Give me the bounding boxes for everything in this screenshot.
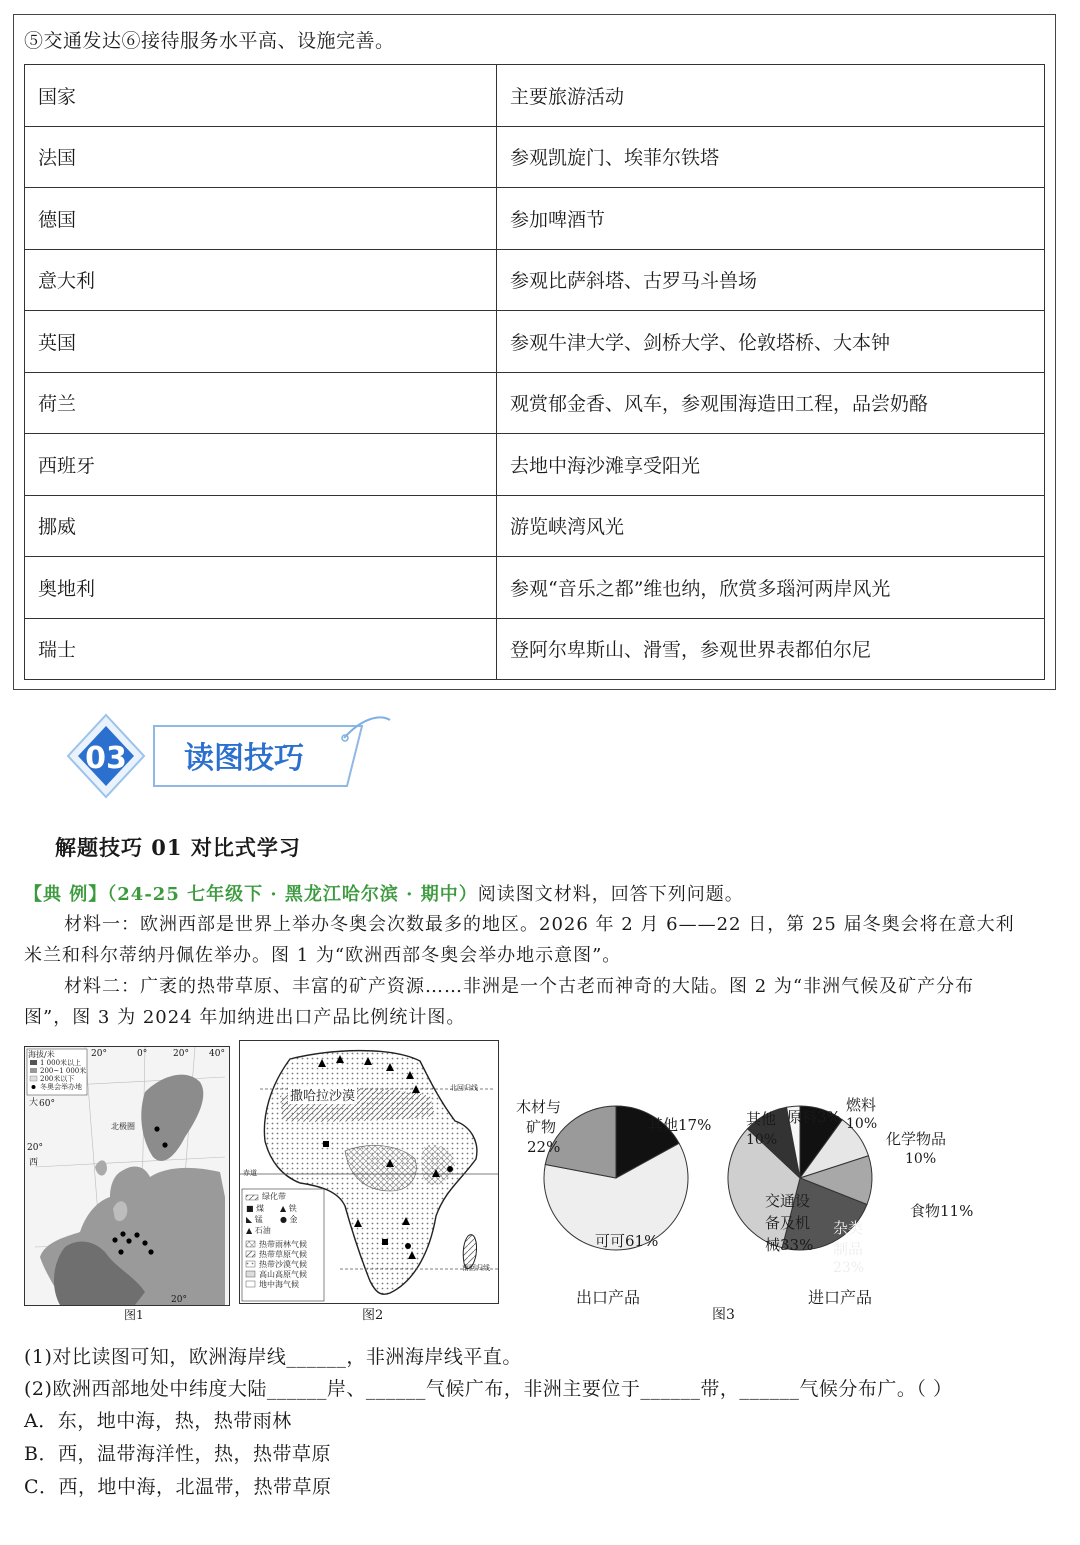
export-title: 出口产品 [576,1288,641,1307]
activity-cell: 参加啤酒节 [497,188,1045,250]
fig1-lon-label: 40° [209,1049,225,1059]
country-cell: 德国 [25,188,497,250]
material-2-line-1: 材料二：广袤的热带草原、丰富的矿产资源……非洲是一个古老而神奇的大陆。图 2 为“非洲气候及矿产分布 [64,976,975,997]
fig2-legend-item: 热带草原气候 [259,1250,307,1259]
olympic-host-marker [120,1231,125,1236]
import-label-other: 其他 [746,1110,777,1128]
olympic-host-marker [118,1249,123,1254]
option-b: B．西，温带海洋性，热，热带草原 [24,1443,331,1465]
olympic-host-marker [162,1142,167,1147]
country-cell: 意大利 [25,249,497,311]
option-a: A．东，地中海，热，热带雨林 [24,1410,292,1432]
material-2-line-2: 图”，图 3 为 2024 年加纳进出口产品比例统计图。 [24,1007,466,1028]
fig2-tropic-s: 南回归线 [462,1264,490,1272]
country-cell: 奥地利 [25,557,497,619]
import-label-chem-pct: 10% [905,1151,937,1167]
material-1-line-2: 米兰和科尔蒂纳丹佩佐举办。图 1 为“欧洲西部冬奥会举办地示意图”。 [24,945,622,966]
table-header-cell: 国家 [25,65,497,127]
example-source: （24-25 七年级下 · 黑龙江哈尔滨 · 期中） [107,884,478,905]
table-row [25,188,1045,250]
table-row [25,249,1045,311]
fig3-caption: 图3 [712,1307,735,1323]
import-label-raw: 原料3% [787,1108,841,1126]
import-label-mach-1: 交通设 [765,1192,811,1210]
country-cell: 荷兰 [25,372,497,434]
activity-cell: 参观比萨斜塔、古罗马斗兽场 [497,249,1045,311]
import-label-misc-1: 杂类 [833,1219,864,1237]
fig2-legend-item: ▲ 铁 [280,1204,297,1213]
import-label-food: 食物11% [910,1202,974,1220]
fig2-legend-item: 高山高原气候 [259,1270,307,1279]
import-label-fuel: 燃料 [846,1096,877,1114]
intro-line: ⑤交通发达⑥接待服务水平高、设施完善。 [24,30,395,52]
table-row [25,311,1045,373]
fig1-caption: 图1 [124,1308,144,1322]
figures-area [24,1040,1024,1330]
table-row [25,618,1045,680]
activity-cell: 参观凯旋门、埃菲尔铁塔 [497,126,1045,188]
activity-cell: 登阿尔卑斯山、滑雪，参观世界表都伯尔尼 [497,618,1045,680]
fig1-west-label: 西 [29,1158,39,1168]
import-label-misc-2: 制品 [833,1240,864,1258]
fig1-lon-label: 20° [171,1295,187,1305]
tourism-table [24,64,1045,680]
country-cell: 英国 [25,311,497,373]
import-label-mach-3: 械33% [765,1236,814,1254]
fig2-caption: 图2 [362,1308,384,1323]
olympic-host-marker [134,1232,139,1237]
fig1-legend-item: 1 000米以上 [40,1059,82,1067]
fig2-legend-item: 热带沙漠气候 [259,1260,307,1269]
fig1-legend-title: 海拔/米 [28,1050,55,1059]
example-header [24,880,744,906]
fig2-legend-item: ● 金 [280,1215,298,1224]
banner-number: 03 [85,741,127,776]
import-label-mach-2: 备及机 [765,1214,811,1232]
fig1-lon-label: 0° [137,1049,148,1059]
export-label-cocoa: 可可61% [595,1232,659,1250]
fig1-sea-label: 大 [29,1098,39,1108]
example-tag: 【典 例】 [24,884,108,905]
country-cell: 挪威 [25,495,497,557]
olympic-host-marker [148,1249,153,1254]
table-row [25,495,1045,557]
export-label-wood-pct: 22% [527,1138,561,1156]
fig1-lon-label: 20° [173,1049,189,1059]
fig1-europe-map [24,1046,230,1306]
table-header-cell: 主要旅游活动 [497,65,1045,127]
question-1: (1)对比读图可知，欧洲海岸线______，非洲海岸线平直。 [24,1346,522,1368]
activity-cell: 参观“音乐之都”维也纳，欣赏多瑙河两岸风光 [497,557,1045,619]
fig2-equator: 赤道 [243,1169,257,1177]
fig1-legend-item: 冬奥会举办地 [40,1083,82,1091]
fig1-legend-item: 200米以下 [40,1075,75,1083]
olympic-host-marker [154,1126,159,1131]
export-label-wood: 木材与 [516,1098,562,1116]
fig2-sahara-label: 撒哈拉沙漠 [288,1085,357,1104]
activity-cell: 参观牛津大学、剑桥大学、伦敦塔桥、大本钟 [497,311,1045,373]
import-label-misc-pct: 23% [833,1260,865,1276]
fig2-legend-item: ▲ 石油 [246,1226,271,1235]
fig1-legend-item: 200~1 000米 [40,1067,87,1075]
import-label-chem: 化学物品 [886,1130,947,1148]
export-label-other: 其他17% [648,1116,712,1134]
section-title: 解题技巧 01 对比式学习 [55,835,301,860]
import-label-other-pct: 10% [746,1132,778,1148]
activity-cell: 游览峡湾风光 [497,495,1045,557]
example-intro: 阅读图文材料，回答下列问题。 [477,884,744,905]
fig1-lon-label: 20° [91,1049,107,1059]
table-row [25,372,1045,434]
table-row [25,557,1045,619]
table-header-row [25,65,1045,127]
section-banner [62,712,392,800]
activity-cell: 去地中海沙滩享受阳光 [497,434,1045,496]
table-row [25,434,1045,496]
olympic-host-marker [126,1238,131,1243]
olympic-host-marker [142,1240,147,1245]
table-row [25,126,1045,188]
fig2-africa-map [239,1040,499,1304]
fig1-lat-label: 20° [27,1143,43,1153]
import-label-fuel-pct: 10% [846,1116,878,1132]
question-2: (2)欧洲西部地处中纬度大陆______岸、______气候广布，非洲主要位于______带，______气候分布广。（ ） [24,1378,953,1400]
country-cell: 法国 [25,126,497,188]
fig1-lat-label: 60° [39,1099,55,1109]
fig2-legend-item: ◣ 锰 [246,1215,263,1224]
export-label-wood-2: 矿物 [526,1118,557,1136]
fig2-legend-item: 地中海气候 [259,1280,299,1289]
fig2-legend-item: 热带雨林气候 [259,1240,307,1249]
fig2-legend-item: 绿化带 [262,1192,286,1201]
import-title: 进口产品 [808,1288,873,1307]
fig2-legend-item: ■ 煤 [246,1204,265,1213]
activity-cell: 观赏郁金香、风车，参观围海造田工程，品尝奶酪 [497,372,1045,434]
banner-title: 读图技巧 [184,741,304,776]
option-c: C．西，地中海，北温带，热带草原 [24,1476,332,1498]
fig2-tropic-n: 北回归线 [450,1084,478,1092]
olympic-host-marker [112,1237,117,1242]
country-cell: 西班牙 [25,434,497,496]
fig1-arctic-label: 北极圈 [111,1122,135,1131]
country-cell: 瑞士 [25,618,497,680]
material-1-line-1: 材料一：欧洲西部是世界上举办冬奥会次数最多的地区。2026 年 2 月 6——22 日，第 25 届冬奥会将在意大利 [64,914,1015,935]
